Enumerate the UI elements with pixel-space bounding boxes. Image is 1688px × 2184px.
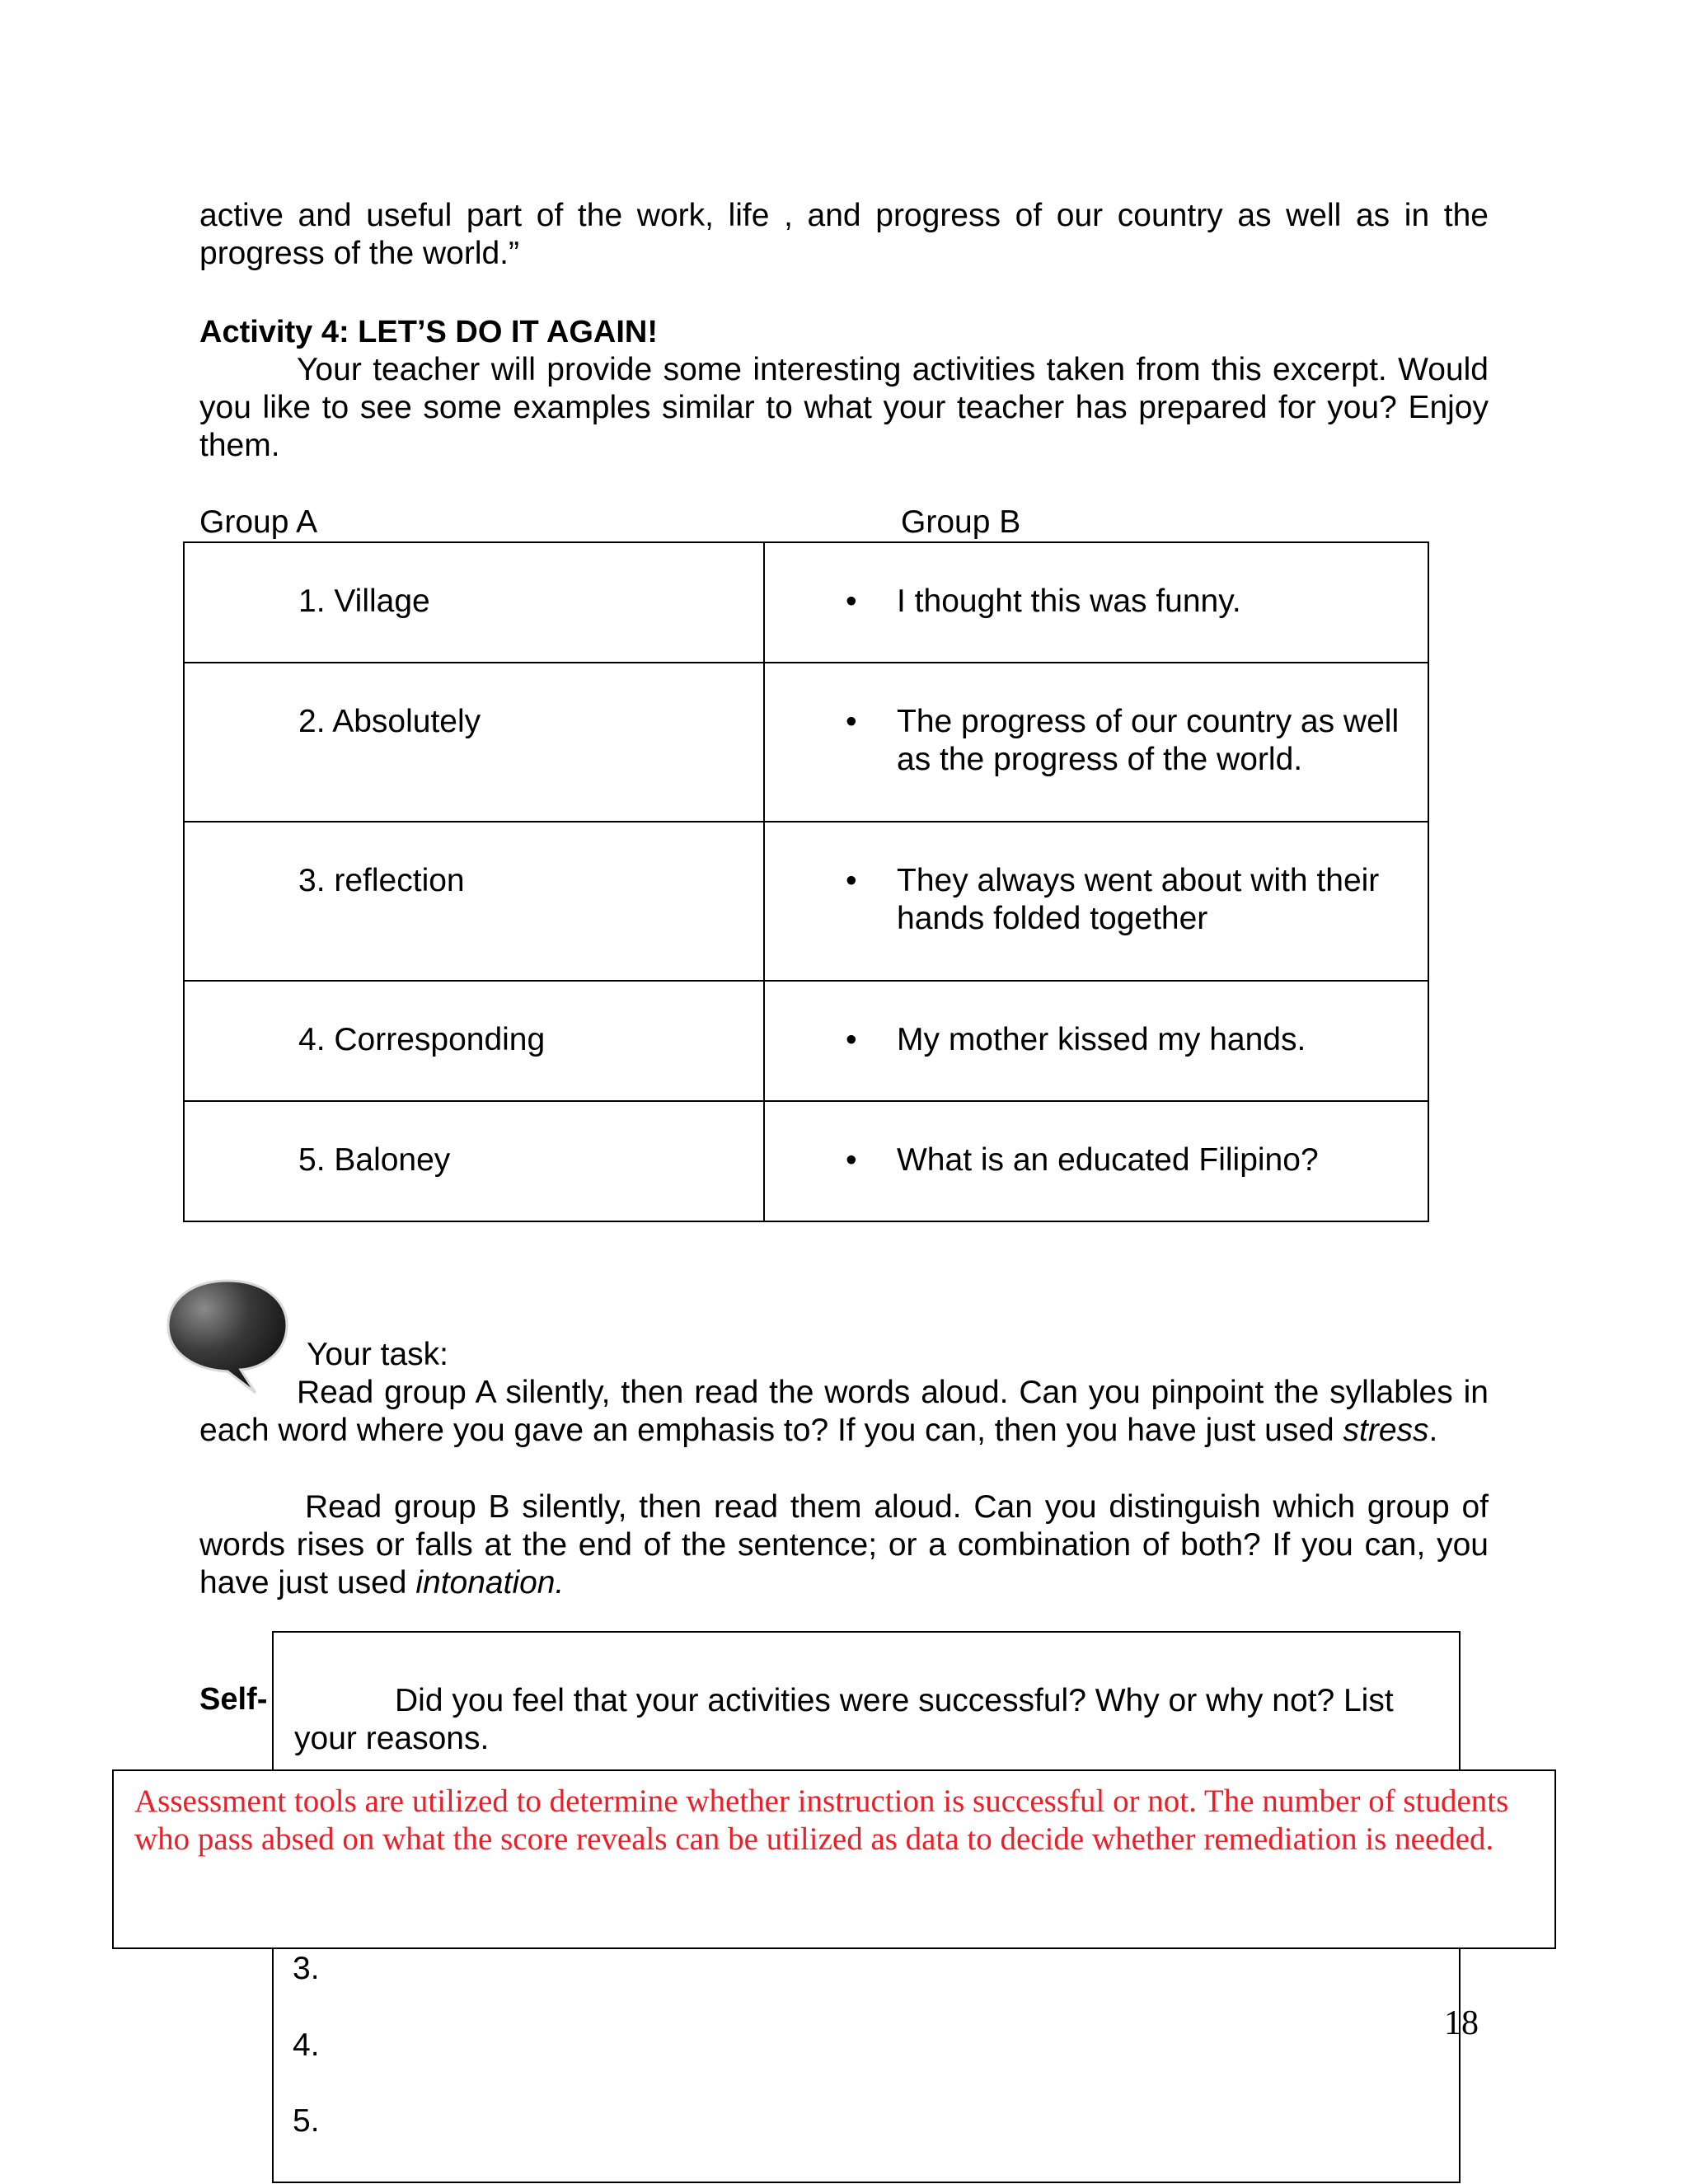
group-b-cell [764,542,1428,663]
list-item: 3. [293,1951,320,1986]
group-b-cell [764,1101,1428,1221]
group-a-cell [184,981,764,1101]
self-assessment-label: Self- [199,1682,268,1717]
table-row [184,542,1428,663]
group-b-cell [764,822,1428,981]
task-paragraph-text: Read group B silently, then read them aloud. Can you distinguish which group of words rises or falls at the end of the sentence; or a combination of both? If you can, you have just used [199,1489,1489,1601]
task-label: Your task: [307,1337,448,1372]
group-a-word: 2. Absolutely [298,704,481,739]
table-row [184,663,1428,822]
list-item: 5. [293,2103,320,2139]
page-number: 18 [1444,2004,1479,2042]
bullet-icon: • [846,583,857,619]
group-a-cell [184,663,764,822]
group-b-cell [764,663,1428,822]
activity-heading: Activity 4: LET’S DO IT AGAIN! [199,315,658,349]
group-b-sentence: My mother kissed my hands. [897,1022,1306,1057]
bullet-icon: • [846,1142,857,1178]
task-paragraph-stress [199,1374,1489,1450]
task-paragraph-text: Read group A silently, then read the words aloud. Can you pinpoint the syllables in each word where you gave an emphasis to? If you can, then you have just used [199,1375,1489,1448]
group-a-word: 5. Baloney [298,1142,451,1178]
stress-term: stress [1343,1413,1429,1448]
task-paragraph-intonation [199,1488,1489,1602]
group-b-cell [764,981,1428,1101]
group-a-cell [184,542,764,663]
bullet-icon: • [846,704,857,739]
matching-table [183,541,1429,1222]
group-a-cell [184,1101,764,1221]
intonation-term: intonation. [415,1565,565,1601]
assessment-note-box: Assessment tools are utilized to determine whether instruction is successful or not. The number of students who pass absed on what the score reveals can be utilized as data to decide whether remediation is needed. [112,1769,1556,1949]
group-b-sentence: What is an educated Filipino? [897,1142,1319,1178]
group-b-sentence: The progress of our country as well as the progress of the world. [897,704,1400,777]
bullet-icon: • [846,863,857,898]
group-a-word: 1. Village [298,583,430,619]
group-a-cell [184,822,764,981]
reflection-prompt: Did you feel that your activities were successful? Why or why not? List your reasons. [294,1683,1394,1756]
list-item: 4. [293,2027,320,2063]
group-a-label: Group A [199,504,318,540]
task-paragraph-end: . [1428,1413,1438,1448]
activity-intro-paragraph: Your teacher will provide some interesting activities taken from this excerpt. Would you like to see some examples similar to what your teacher has prepared for you? Enjoy them. [199,352,1489,463]
table-row [184,822,1428,981]
group-a-word: 4. Corresponding [298,1022,546,1057]
table-row [184,1101,1428,1221]
table-row [184,981,1428,1101]
group-b-sentence: They always went about with their hands folded together [897,863,1380,936]
bullet-icon: • [846,1022,857,1057]
group-b-label: Group B [901,504,1021,540]
group-a-word: 3. reflection [298,863,465,898]
continuation-paragraph: active and useful part of the work, life , and progress of our country as well as in the progress of the world.” [199,198,1489,271]
group-b-sentence: I thought this was funny. [897,583,1241,619]
